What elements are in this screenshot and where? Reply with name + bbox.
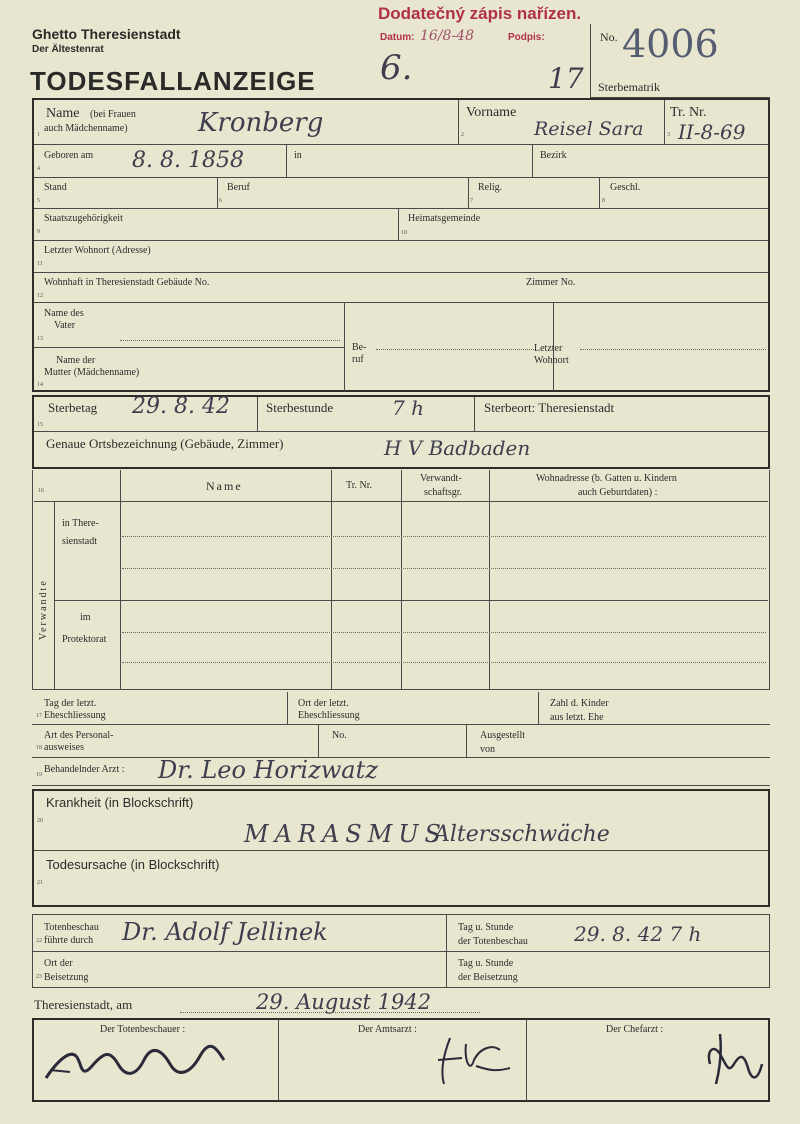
stamp-podpis-label: Podpis: (508, 32, 545, 43)
row-num-2: 2 (461, 132, 464, 138)
divider (468, 178, 469, 208)
bezirk-label: Bezirk (540, 150, 567, 161)
ort-ehe-label-b: Eheschliessung (298, 710, 360, 721)
divider (278, 1019, 279, 1101)
signature-totenbeschauer (40, 1030, 230, 1090)
letzter2-label-a: Letzter (534, 343, 563, 354)
col-verw-header-a: Verwandt- (420, 473, 462, 484)
art-ausweis-label-a: Art des Personal- (44, 730, 114, 741)
ort-beisetzung-label-b: Beisetzung (44, 972, 89, 983)
krankheit-value-a: MARASMUS (244, 820, 447, 848)
ausgestellt-label-b: von (480, 744, 495, 755)
table-row-line (122, 632, 766, 633)
divider (474, 397, 475, 431)
divider (34, 431, 768, 432)
sterbeort-label: Sterbeort: Theresienstadt (484, 400, 615, 415)
totenbeschau-value: Dr. Adolf Jellinek (122, 918, 328, 946)
tag-stunde-label-a: Tag u. Stunde (458, 922, 514, 933)
divider (34, 240, 768, 241)
in-there-label-a: in There- (62, 518, 99, 529)
trnr-label: Tr. Nr. (670, 105, 707, 120)
divider (32, 724, 770, 725)
divider (34, 144, 768, 145)
arzt-value: Dr. Leo Horizwatz (158, 756, 378, 784)
sterbestunde-label: Sterbestunde (266, 400, 334, 415)
name-value: Kronberg (198, 108, 324, 138)
table-row-line (122, 568, 766, 569)
zimmer-label: Zimmer No. (526, 277, 576, 288)
table-row-line (122, 662, 766, 663)
sterbetag-label: Sterbetag (48, 400, 98, 415)
row-num-17: 17 (36, 713, 42, 719)
divider (287, 692, 288, 724)
tag-ehe-label-b: Eheschliessung (44, 710, 106, 721)
stamp-text: Dodatečný zápis nařízen. (378, 4, 582, 23)
genaue-value: H V Badbaden (384, 436, 531, 460)
divider (376, 349, 536, 350)
protektorat-label: Protektorat (62, 634, 107, 645)
vater-label-b: Vater (54, 320, 76, 331)
zahl-kinder-label-b: aus letzt. Ehe (550, 712, 604, 723)
divider (580, 349, 766, 350)
no-value: 4006 (622, 22, 719, 66)
divider (664, 100, 665, 144)
in-label: in (294, 150, 302, 161)
row-num-10: 10 (401, 230, 407, 236)
handwritten-mark-17: 17 (548, 62, 584, 95)
divider (217, 178, 218, 208)
mutter-label-b: Mutter (Mädchenname) (44, 367, 140, 378)
divider (458, 100, 459, 144)
row-num-9: 9 (37, 229, 40, 235)
divider (54, 502, 55, 690)
geboren-value: 8. 8. 1858 (132, 148, 244, 173)
row-num-1: 1 (37, 132, 40, 138)
row-num-8: 8 (602, 198, 605, 204)
relatives-side-label: Verwandte (38, 579, 49, 640)
tag-ehe-label-a: Tag der letzt. (44, 698, 97, 709)
beruf2-label-b: ruf (352, 354, 364, 365)
divider (34, 850, 768, 851)
sig1-label: Der Totenbeschauer : (100, 1024, 186, 1035)
ort-beisetzung-label-a: Ort der (44, 958, 73, 969)
sig3-label: Der Chefarzt : (606, 1024, 664, 1035)
handwritten-mark-6: 6. (380, 48, 413, 88)
place-label: Theresienstadt, am (34, 997, 133, 1012)
name-label: Name (46, 106, 80, 121)
vater-label-a: Name des (44, 308, 84, 319)
divider (398, 209, 399, 240)
divider (526, 1019, 527, 1101)
heimat-label: Heimatsgemeinde (408, 213, 481, 224)
row-num-20: 20 (37, 818, 43, 824)
geschl-label: Geschl. (610, 182, 641, 193)
wohnhaft-label: Wohnhaft in Theresienstadt Gebäude No. (44, 277, 210, 288)
tag-beisetzung-label-a: Tag u. Stunde (458, 958, 514, 969)
row-num-23: 23 (36, 974, 42, 980)
divider (120, 470, 121, 690)
vorname-value: Reisel Sara (534, 118, 644, 140)
row-num-13: 13 (37, 336, 43, 342)
row-num-6: 6 (219, 198, 222, 204)
ausweis-no-label: No. (332, 730, 347, 741)
divider (34, 208, 768, 209)
row-num-16: 16 (38, 488, 44, 494)
org-line-2: Der Ältestenrat (32, 44, 104, 55)
col-name-header: Name (206, 479, 243, 493)
stamp-datum-value: 16/8-48 (420, 28, 474, 44)
divider (32, 785, 770, 786)
no-label: No. (600, 30, 618, 44)
org-line-1: Ghetto Theresienstadt (32, 26, 181, 42)
beruf2-label-a: Be- (352, 342, 367, 353)
mutter-label-a: Name der (56, 355, 96, 366)
form-title: TODESFALLANZEIGE (30, 66, 316, 96)
col-wohn-header-b: auch Geburtdaten) : (578, 487, 658, 498)
totenbeschau-label-a: Totenbeschau (44, 922, 99, 933)
signature-amtsarzt (430, 1030, 520, 1090)
row-num-14: 14 (37, 382, 43, 388)
signature-chefarzt (700, 1024, 770, 1094)
divider (32, 757, 770, 758)
geboren-label: Geboren am (44, 150, 94, 161)
arzt-label: Behandelnder Arzt : (44, 764, 125, 775)
date-value: 29. August 1942 (256, 990, 432, 1014)
row-num-22: 22 (36, 938, 42, 944)
tag-stunde-value: 29. 8. 42 7 h (574, 922, 702, 946)
divider (33, 951, 769, 952)
stamp-datum-label: Datum: (380, 32, 415, 43)
krankheit-value-b: Altersschwäche (434, 822, 610, 847)
divider (401, 470, 402, 690)
trnr-value: II-8-69 (678, 120, 746, 144)
divider (318, 725, 319, 757)
row-num-18: 18 (36, 745, 42, 751)
letzter2-label-b: Wohnort (534, 355, 569, 366)
divider (34, 302, 768, 303)
in-there-label-b: sienstadt (62, 536, 97, 547)
relig-label: Relig. (478, 182, 503, 193)
staats-label: Staatszugehörigkeit (44, 213, 123, 224)
sterbestunde-value: 7 h (392, 396, 424, 420)
col-verw-header-b: schaftsgr. (424, 487, 463, 498)
divider (34, 177, 768, 178)
divider (257, 397, 258, 431)
stand-label: Stand (44, 182, 67, 193)
ort-ehe-label-a: Ort der letzt. (298, 698, 349, 709)
tag-beisetzung-label-b: der Beisetzung (458, 972, 518, 983)
row-num-21: 21 (37, 880, 43, 886)
divider (34, 347, 344, 348)
divider (331, 470, 332, 690)
row-num-12: 12 (37, 293, 43, 299)
art-ausweis-label-b: ausweises (44, 742, 84, 753)
vorname-label: Vorname (466, 105, 517, 120)
todesursache-label: Todesursache (in Blockschrift) (46, 857, 220, 872)
ausgestellt-label-a: Ausgestellt (480, 730, 525, 741)
col-wohn-header-a: Wohnadresse (b. Gatten u. Kindern (536, 473, 677, 484)
row-num-19: 19 (36, 772, 42, 778)
divider (34, 272, 768, 273)
divider (286, 145, 287, 177)
divider (34, 501, 768, 502)
zahl-kinder-label-a: Zahl d. Kinder (550, 698, 609, 709)
divider (532, 145, 533, 177)
table-row-line (122, 536, 766, 537)
divider (466, 725, 467, 757)
name-sub-a: (bei Frauen (90, 109, 136, 120)
beruf-label: Beruf (227, 182, 250, 193)
totenbeschau-label-b: führte durch (44, 935, 94, 946)
row-num-3: 3 (667, 132, 670, 138)
sterbematrik-label: Sterbematrik (598, 80, 660, 94)
name-sub-b: auch Mädchenname) (44, 123, 128, 134)
divider (489, 470, 490, 690)
sig2-label: Der Amtsarzt : (358, 1024, 417, 1035)
tag-stunde-label-b: der Totenbeschau (458, 936, 528, 947)
row-num-15: 15 (37, 422, 43, 428)
divider (344, 303, 345, 391)
letzter-wohnort-label: Letzter Wohnort (Adresse) (44, 245, 151, 256)
row-num-4: 4 (37, 166, 40, 172)
genaue-label: Genaue Ortsbezeichnung (Gebäude, Zimmer) (46, 436, 284, 451)
row-num-11: 11 (37, 261, 43, 267)
col-trnr-header: Tr. Nr. (346, 480, 373, 491)
sterbetag-value: 29. 8. 42 (132, 394, 230, 419)
row-num-5: 5 (37, 198, 40, 204)
divider (538, 692, 539, 724)
divider (180, 1012, 480, 1013)
krankheit-label: Krankheit (in Blockschrift) (46, 795, 194, 810)
divider (55, 600, 768, 601)
divider (120, 340, 340, 341)
im-label: im (80, 612, 91, 623)
row-num-7: 7 (470, 198, 473, 204)
divider (599, 178, 600, 208)
